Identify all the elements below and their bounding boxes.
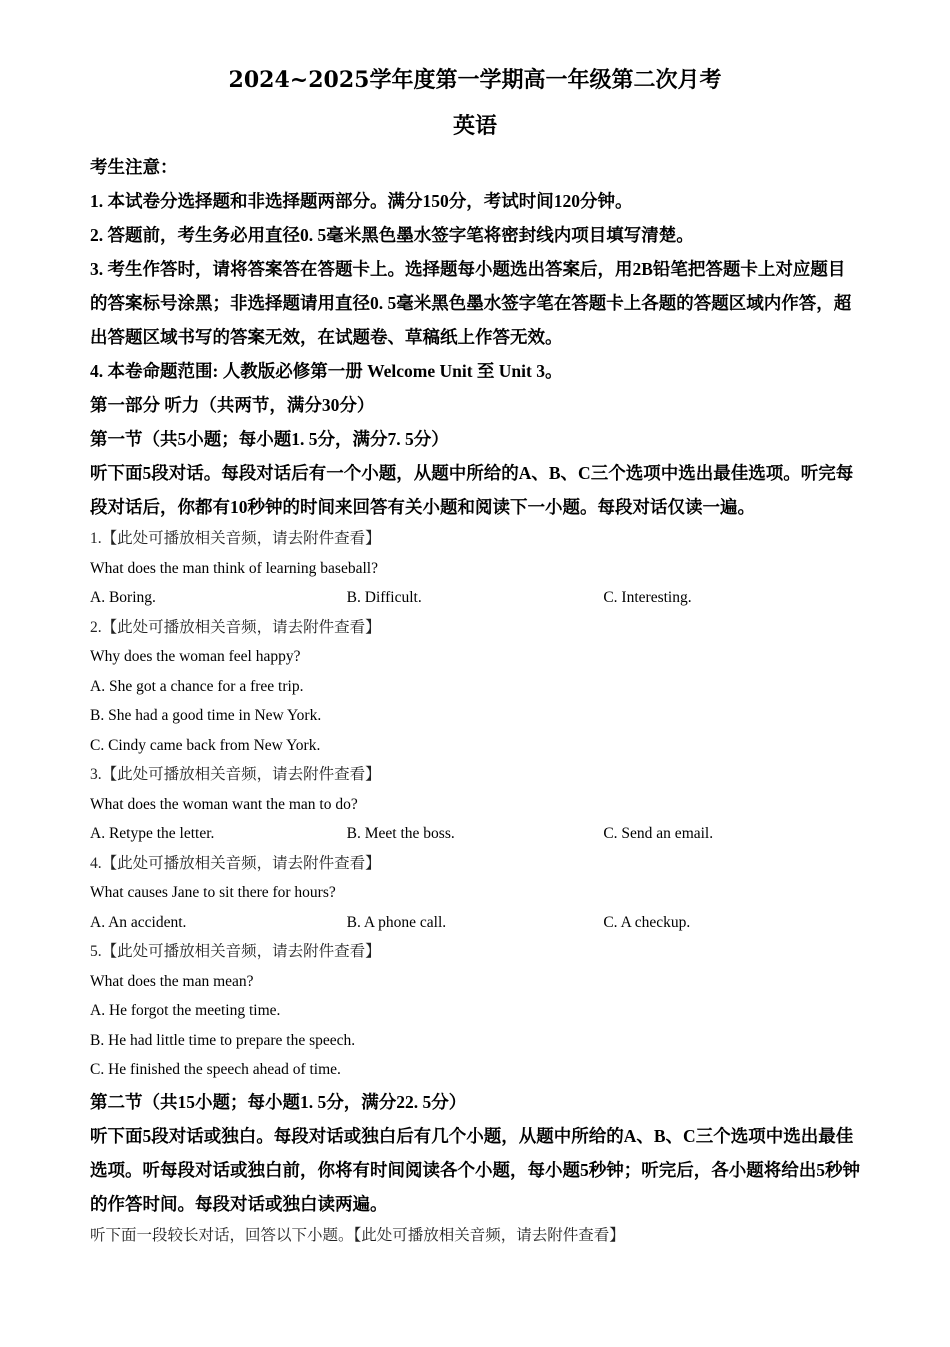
option-c: C. He finished the speech ahead of time. [90,1061,341,1078]
audio-link[interactable]: 3.【此处可播放相关音频，请去附件查看】 [90,766,381,783]
question-stem: What does the man think of learning baseball? [90,559,378,577]
option-a: A. He forgot the meeting time. [90,1002,281,1019]
option-c: C. Send an email. [603,825,714,842]
option-b: B. He had little time to prepare the speech. [90,1031,356,1049]
option-row [90,819,860,849]
notice-item: 1. 本试卷分选择题和非选择题两部分。满分150分，考试时间120分钟。 [90,191,633,211]
section1-instructions: 听下面5段对话。每段对话后有一个小题，从题中所给的A、B、C三个选项中选出最佳选项。听完每段对话后，你都有10秒钟的时间来回答有关小题和阅读下一小题。每段对话仅读一遍。 [90,463,854,517]
question-5 [90,937,860,1085]
option-row [90,908,860,938]
notice-item: 4. 本卷命题范围: 人教版必修第一册 Welcome Unit 至 Unit 3。 [90,361,563,381]
option-b: B. A phone call. [346,913,447,931]
section1-heading: 第一节（共5小题；每小题1. 5分，满分7. 5分） [90,429,449,449]
option-a: A. Retype the letter. [90,825,215,842]
option-c: C. Interesting. [603,589,692,606]
option-row [90,583,860,613]
question-3 [90,760,860,849]
option-a: A. Boring. [90,589,156,606]
part1-heading: 第一部分 听力（共两节，满分30分） [90,395,375,415]
section2-instructions: 听下面5段对话或独白。每段对话或独白后有几个小题，从题中所给的A、B、C三个选项中选出最佳选项。听每段对话或独白前，你将有时间阅读各个小题，每小题5秒钟；听完后，各小题将给出5秒钟的作答时间。每段对话或独白读两遍。 [90,1125,860,1214]
audio-link[interactable]: 2.【此处可播放相关音频，请去附件查看】 [90,618,381,636]
option-b: B. She had a good time in New York. [90,707,322,724]
question-2 [90,613,860,761]
option-b: B. Meet the boss. [346,825,455,842]
audio-link[interactable]: 5.【此处可播放相关音频，请去附件查看】 [90,943,381,960]
exam-subject: 英语 [452,113,497,139]
question-stem: What does the man mean? [90,972,254,990]
notice-section [90,150,860,388]
audio-link[interactable]: 1.【此处可播放相关音频，请去附件查看】 [90,530,381,547]
option-c: C. A checkup. [603,913,691,931]
question-stem: Why does the woman feel happy? [90,648,301,665]
exam-page [90,62,860,1250]
option-b: B. Difficult. [346,589,422,606]
notice-heading: 考生注意： [90,157,178,177]
exam-title: 2024~2025学年度第一学期高一年级第二次月考 [228,67,722,93]
section2-intro[interactable]: 听下面一段较长对话，回答以下小题。【此处可播放相关音频，请去附件查看】 [90,1226,625,1244]
option-c: C. Cindy came back from New York. [90,736,321,754]
question-stem: What does the woman want the man to do? [90,795,358,813]
audio-link[interactable]: 4.【此处可播放相关音频，请去附件查看】 [90,854,381,872]
question-1 [90,524,860,613]
question-4 [90,849,860,938]
notice-item: 3. 考生作答时，请将答案答在答题卡上。选择题每小题选出答案后，用2B铅笔把答题卡上对应题目的答案标号涂黑；非选择题请用直径0. 5毫米黑色墨水签字笔在答题卡上各题的答题区域内作答，超出答题区域书写的答案无效，在试题卷、草稿纸上作答无效。 [90,259,852,347]
option-a: A. An accident. [90,913,187,931]
notice-item: 2. 答题前，考生务必用直径0. 5毫米黑色墨水签字笔将密封线内项目填写清楚。 [90,225,694,245]
section2-heading: 第二节（共15小题；每小题1. 5分，满分22. 5分） [90,1091,467,1112]
question-stem: What causes Jane to sit there for hours? [90,884,336,901]
option-a: A. She got a chance for a free trip. [90,677,304,695]
